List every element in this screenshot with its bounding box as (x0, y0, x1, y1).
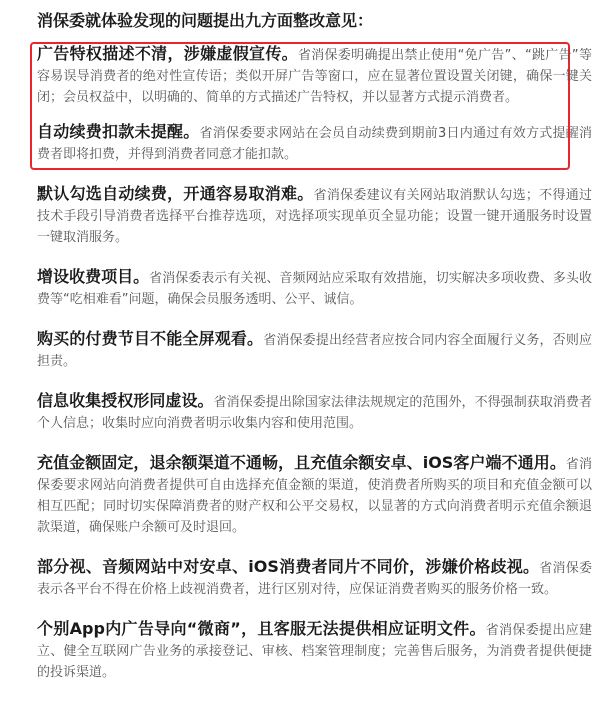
section-heading: 消保委就体验发现的问题提出九方面整改意见： (37, 11, 374, 30)
opinion-item-9 (37, 618, 592, 683)
opinion-lead: 默认勾选自动续费，开通容易取消难。 (37, 184, 314, 203)
opinion-lead: 广告特权描述不清，涉嫌虚假宣传。 (37, 44, 298, 63)
opinion-lead: 自动续费扣款未提醒。 (37, 122, 200, 141)
opinion-text: 省消保委明确提出禁止使用“免广告”、“跳广告”等容易误导消费者的绝对性宣传语；类似开屏广告等窗口，应在显著位置设置关闭键，确保一键关闭；会员权益中，以明确的、简单的方式描述广告特权，并以显著方式提示消费者。 (37, 48, 592, 105)
opinion-lead: 部分视、音频网站中对安卓、iOS消费者同片不同价，涉嫌价格歧视。 (37, 557, 540, 576)
opinion-item-2 (37, 121, 592, 165)
opinion-text: 省消保委表示各平台不得在价格上歧视消费者，进行区别对待，应保证消费者购买的服务价格一致。 (37, 561, 592, 597)
opinion-text: 省消保委建议有关网站取消默认勾选；不得通过技术手段引导消费者选择平台推荐选项，对选择项实现单页全显功能；设置一键开通服务时设置一键取消服务。 (37, 188, 592, 245)
opinion-text: 省消保委提出应建立、健全互联网广告业务的承接登记、审核、档案管理制度；完善售后服务，为消费者提供便捷的投诉渠道。 (37, 623, 592, 680)
opinion-item-5 (37, 328, 592, 372)
opinion-lead: 增设收费项目。 (37, 267, 150, 286)
opinion-lead: 个别App内广告导向“微商”，且客服无法提供相应证明文件。 (37, 619, 486, 638)
opinion-text: 省消保委表示有关视、音频网站应采取有效措施，切实解决多项收费、多头收费等“吃相难看”问题，确保会员服务透明、公平、诚信。 (37, 271, 592, 307)
opinion-item-4 (37, 266, 592, 310)
opinion-text: 省消保委提出经营者应按合同内容全面履行义务，否则应担责。 (37, 333, 592, 369)
opinion-lead: 信息收集授权形同虚设。 (37, 391, 214, 410)
opinion-text: 省消保委要求网站向消费者提供可自由选择充值金额的渠道，使消费者所购买的项目和充值金额可以相互匹配；同时切实保障消费者的财产权和公平交易权，以显著的方式向消费者明示充值余额退款渠道，确保账户余额可及时退回。 (37, 457, 592, 535)
opinion-text: 省消保委提出除国家法律法规规定的范围外，不得强制获取消费者个人信息；收集时应向消费者明示收集内容和使用范围。 (37, 395, 592, 431)
opinion-lead: 购买的付费节目不能全屏观看。 (37, 329, 264, 348)
opinion-lead: 充值金额固定，退余额渠道不通畅，且充值余额安卓、iOS客户端不通用。 (37, 453, 566, 472)
opinion-item-6 (37, 390, 592, 434)
opinion-item-3 (37, 183, 592, 248)
opinion-item-1 (37, 43, 592, 108)
opinion-item-8 (37, 556, 592, 600)
opinion-text: 省消保委要求网站在会员自动续费到期前3日内通过有效方式提醒消费者即将扣费，并得到消费者同意才能扣款。 (37, 126, 592, 162)
opinion-item-7 (37, 452, 592, 538)
